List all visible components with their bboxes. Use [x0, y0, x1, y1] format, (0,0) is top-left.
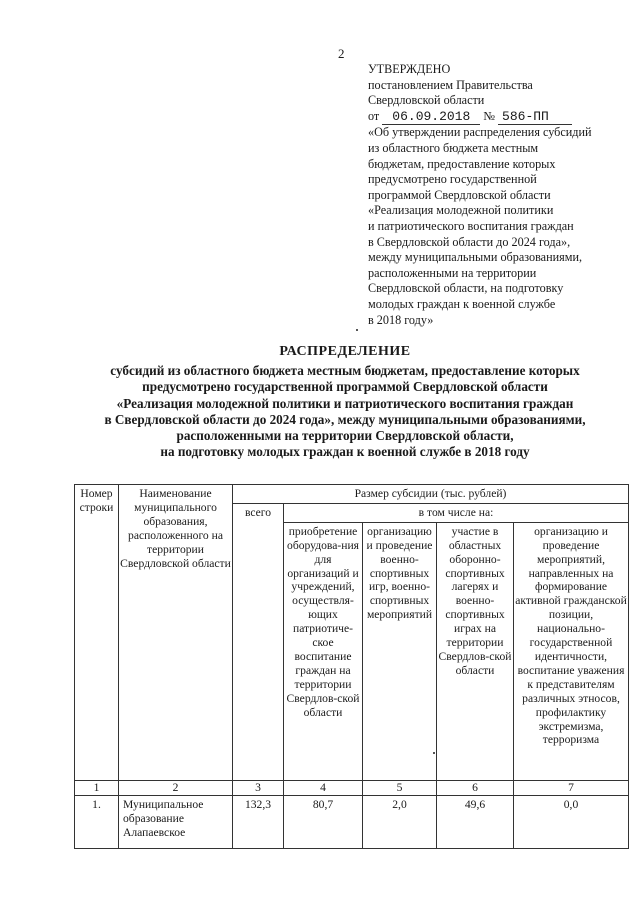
- column-number: 4: [284, 780, 363, 795]
- resolution-line: «Реализация молодежной политики: [368, 203, 554, 218]
- column-number: 3: [233, 780, 284, 795]
- column-numbers-row: [75, 780, 629, 795]
- resolution-line: и патриотического воспитания граждан: [368, 218, 574, 233]
- column-number: 7: [514, 780, 629, 795]
- header-equipment: приобретение оборудова-ния для организаций и учреждений, осуществля-ющих патриотиче-ское воспитание граждан на территории Свердлов-ской области: [284, 522, 363, 780]
- table-row: [75, 795, 629, 848]
- title-main: РАСПРЕДЕЛЕНИЕ: [279, 344, 411, 359]
- column-number: 2: [119, 780, 233, 795]
- title-line: субсидий из областного бюджета местным бюджетам, предоставление которых: [110, 363, 580, 379]
- title-line: в Свердловской области до 2024 года», между муниципальными образованиями,: [104, 411, 586, 427]
- row-games: 2,0: [363, 795, 437, 848]
- row-name: Муниципальное образование Алапаевское: [119, 795, 233, 848]
- header-including: в том числе на:: [284, 503, 629, 522]
- header-row-number: Номер строки: [75, 485, 119, 781]
- column-number: 1: [75, 780, 119, 795]
- header-row-1: [75, 485, 629, 504]
- approval-line: постановлением Правительства: [368, 77, 533, 92]
- title-line: на подготовку молодых граждан к военной службе в 2018 году: [160, 444, 530, 460]
- header-civic: организацию и проведение мероприятий, направленных на формирование активной гражданской позиции, национально-государственной идентичности, воспитание уважения к представителям различных этносов, профилактику экстремизма, терроризма: [514, 522, 629, 780]
- header-total: всего: [233, 503, 284, 780]
- approval-number: 586-ПП: [498, 109, 572, 126]
- resolution-line: бюджетам, предоставление которых: [368, 156, 556, 171]
- row-equipment: 80,7: [284, 795, 363, 848]
- row-total: 132,3: [233, 795, 284, 848]
- title-line: расположенными на территории Свердловской области,: [176, 428, 514, 444]
- approval-line: Свердловской области: [368, 93, 485, 108]
- header-name: Наименование муниципального образования, расположенного на территории Свердловской области: [119, 485, 233, 781]
- approval-date: 06.09.2018: [382, 109, 480, 126]
- page-number: 2: [338, 46, 345, 61]
- column-number: 5: [363, 780, 437, 795]
- resolution-line: молодых граждан к военной службе: [368, 296, 556, 311]
- subsidy-table: [74, 484, 629, 849]
- title-line: «Реализация молодежной политики и патриотического воспитания граждан: [116, 395, 574, 411]
- header-camps: участие в областных оборонно-спортивных лагерях и военно-спортивных играх на территории Свердлов-ской области: [437, 522, 514, 780]
- column-number: 6: [437, 780, 514, 795]
- resolution-line: из областного бюджета местным: [368, 140, 539, 155]
- resolution-line: между муниципальными образованиями,: [368, 250, 583, 265]
- scan-speck: [356, 329, 358, 331]
- row-camps: 49,6: [437, 795, 514, 848]
- resolution-line: в Свердловской области до 2024 года»,: [368, 234, 571, 249]
- approval-block: [368, 62, 630, 328]
- title-line: предусмотрено государственной программой Свердловской области: [142, 379, 548, 395]
- approval-line: УТВЕРЖДЕНО: [368, 62, 451, 76]
- resolution-line: Свердловской области, на подготовку: [368, 281, 564, 296]
- number-prefix: №: [483, 108, 495, 123]
- resolution-line: в 2018 году»: [368, 312, 434, 327]
- date-prefix: от: [368, 108, 380, 123]
- row-number: 1.: [75, 795, 119, 848]
- resolution-line: «Об утверждении распределения субсидий: [368, 125, 592, 140]
- document-title: [60, 344, 630, 460]
- scan-speck: [433, 752, 435, 754]
- header-subsidy: Размер субсидии (тыс. рублей): [233, 485, 629, 504]
- row-civic: 0,0: [514, 795, 629, 848]
- header-games: организацию и проведение военно-спортивных игр, военно-спортивных мероприятий: [363, 522, 437, 780]
- resolution-line: предусмотрено государственной: [368, 172, 537, 187]
- date-number-line: [368, 109, 630, 126]
- resolution-line: расположенными на территории: [368, 265, 537, 280]
- resolution-line: программой Свердловской области: [368, 187, 551, 202]
